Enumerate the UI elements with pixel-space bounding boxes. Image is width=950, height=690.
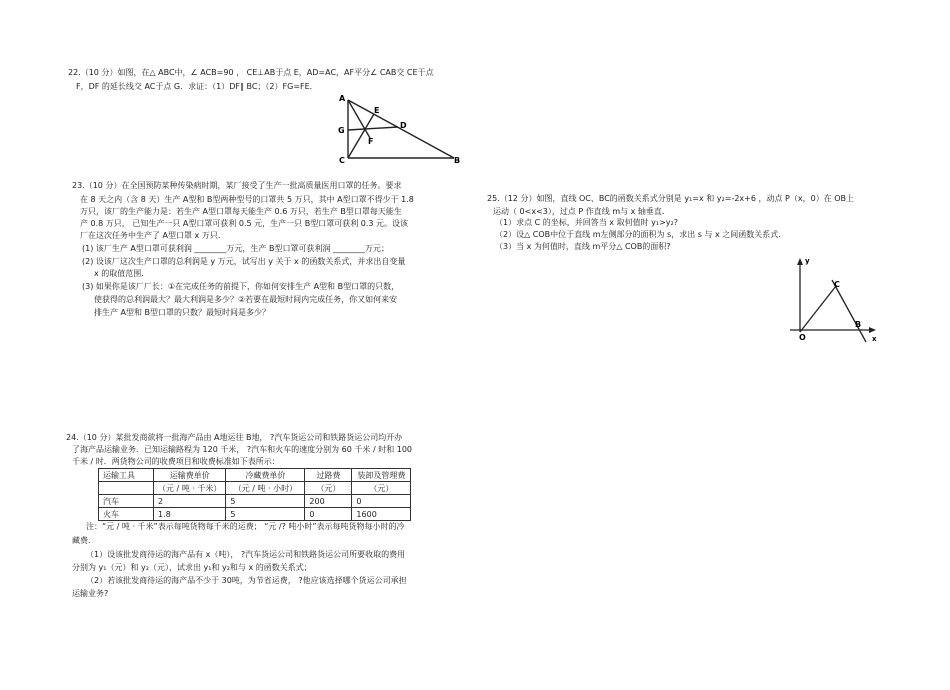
q24-note-line: （2）若该批发商待运的海产品不少于 30吨，为节省运费， ?他应该选择哪个货运公司承担 bbox=[86, 576, 407, 585]
q25-line: （1）求点 C 的坐标，并回答当 x 取何值时 y₁>y₂? bbox=[495, 218, 678, 227]
q25-coordinate-figure bbox=[786, 254, 882, 344]
label-x: x bbox=[872, 335, 877, 343]
q23-line: 23.（10 分）在全国预防某种传染病时期，某厂接受了生产一批高质量医用口罩的任务。要求 bbox=[72, 181, 402, 190]
q25-line: 25.（12 分）如图，直线 OC、BC的函数关系式分别是 y₁=x 和 y₂=-2x+6 ，动点 P（x，0）在 OB上 bbox=[487, 194, 855, 203]
table-cell: 5 bbox=[226, 508, 305, 521]
label-g: G bbox=[338, 126, 345, 135]
q24-notes bbox=[72, 523, 407, 598]
label-b: B bbox=[855, 320, 862, 329]
q23-line: 使获得的总利润最大？最大利润是多少？②若要在最短时间内完成任务，你又如何来安 bbox=[94, 295, 398, 304]
table-cell: 1.8 bbox=[154, 508, 226, 521]
transport-fee-table bbox=[98, 468, 411, 521]
table-cell: 200 bbox=[305, 495, 352, 508]
x-axis-arrow-icon bbox=[869, 327, 876, 333]
table-cell: 0 bbox=[305, 508, 352, 521]
table-cell: 火车 bbox=[99, 508, 154, 521]
table-cell: 汽车 bbox=[99, 495, 154, 508]
q24-text bbox=[66, 434, 412, 466]
q24-line: 24.（10 分）某批发商欲将一批海产品由 A地运往 B地， ?汽车货运公司和铁路货运公司均开办 bbox=[66, 433, 403, 442]
q25-line: （3）当 x 为何值时，直线 m平分△ COB的面积? bbox=[495, 242, 671, 251]
table-header-row bbox=[99, 469, 411, 482]
table-subheader-cell bbox=[99, 482, 154, 495]
table-row bbox=[99, 495, 411, 508]
table-header-cell: 运输费单价 bbox=[154, 469, 226, 482]
table-subheader-cell: （元 / 吨 · 千米） bbox=[154, 482, 226, 495]
segment-ce bbox=[348, 114, 374, 158]
label-c: C bbox=[339, 156, 345, 165]
table-cell: 5 bbox=[226, 495, 305, 508]
table-header-cell: 装卸及管理费 bbox=[352, 469, 411, 482]
label-y: y bbox=[805, 257, 810, 265]
table-subheader-cell: （元） bbox=[352, 482, 411, 495]
q22-triangle-figure bbox=[336, 92, 466, 166]
label-o: O bbox=[799, 333, 806, 342]
line-oc bbox=[800, 286, 836, 332]
segment-gd bbox=[348, 127, 398, 130]
q24-line: 了海产品运输业务．已知运输路程为 120 千米， ?汽车和火车的速度分别为 60 千米 / 时和 100 bbox=[72, 445, 413, 454]
label-a: A bbox=[339, 94, 346, 103]
q23-line: 万只，该厂的生产能力是：若生产 A型口罩每天能生产 0.6 万只，若生产 B型口罩每天能生 bbox=[80, 207, 402, 216]
line-bc bbox=[832, 280, 866, 342]
q23-text bbox=[72, 182, 414, 317]
q23-line: 在 8 天之内（含 8 天）生产 A型和 B型两种型号的口罩共 5 万只，其中 A型口罩不得少于 1.8 bbox=[80, 195, 414, 204]
label-e: E bbox=[374, 106, 380, 115]
q24-note-line: 运输业务? bbox=[72, 589, 109, 598]
table-cell: 2 bbox=[154, 495, 226, 508]
q25-line: （2）设△ COB中位于直线 m左侧部分的面积为 s，求出 s 与 x 之间函数关系式． bbox=[495, 230, 787, 239]
table-header-cell: 过路费 bbox=[305, 469, 352, 482]
q24-note-line: 注：“元 / 吨 · 千米”表示每吨货物每千米的运费； “元 /? 吨小时”表示每吨货物每小时的冷 bbox=[86, 522, 405, 531]
table-row bbox=[99, 508, 411, 521]
q23-line: 排生产 A型和 B型口罩的只数？最短时间是多少？ bbox=[94, 308, 271, 317]
table-subheader-cell: （元 / 吨 · 小时） bbox=[226, 482, 305, 495]
y-axis-arrow-icon bbox=[797, 258, 803, 265]
table-cell: 0 bbox=[352, 495, 411, 508]
q23-line: (1) 该厂生产 A型口罩可获利润 ________万元，生产 B型口罩可获利润 ________万元； bbox=[82, 244, 390, 253]
q25-line: 运动（ 0<x<3），过点 P 作直线 m与 x 轴垂直． bbox=[493, 207, 670, 216]
label-b: B bbox=[454, 156, 461, 165]
q24-note-line: 藏费． bbox=[72, 536, 96, 545]
q22-line-1: 22.（10 分）如图，在△ ABC中，∠ ACB=90 ， CE⊥AB于点 E，AD=AC，AF平分∠ CAB交 CE于点 bbox=[68, 68, 434, 77]
q24-line: 千米 / 时．两货物公司的收费项目和收费标准如下表所示： bbox=[72, 457, 280, 466]
q24-note-line: （1）设该批发商待运的海产品有 x（吨）， ?汽车货运公司和铁路货运公司所要收取的费用 bbox=[86, 550, 406, 559]
q23-line: 产 0.8 万只， 已知生产一只 A型口罩可获利 0.5 元，生产一只 B型口罩可获利 0.3 元。设该 bbox=[80, 219, 409, 228]
q23-line: 厂在这次任务中生产了 A型口罩 x 万只． bbox=[80, 231, 226, 240]
q22-text bbox=[68, 69, 434, 91]
label-c: C bbox=[834, 280, 840, 289]
table-cell: 1600 bbox=[352, 508, 411, 521]
q23-line: x 的取值范围． bbox=[94, 269, 150, 278]
q22-line-2: F，DF 的延长线交 AC于点 G．求证：（1）DF∥ BC；（2）FG=FE． bbox=[76, 82, 318, 91]
q23-line: (3) 如果你是该厂厂长：①在完成任务的前提下，你如何安排生产 A型和 B型口罩的只数， bbox=[82, 282, 400, 291]
q24-note-line: 分别为 y₁（元）和 y₂（元），试求出 y₁和 y₂和与 x 的函数关系式； bbox=[72, 563, 312, 572]
label-d: D bbox=[400, 121, 407, 130]
table-subheader-cell: （元） bbox=[305, 482, 352, 495]
label-f: F bbox=[368, 137, 374, 146]
table-header-cell: 运输工具 bbox=[99, 469, 154, 482]
q25-text bbox=[487, 195, 854, 251]
q23-line: (2) 设该厂这次生产口罩的总利润是 y 万元，试写出 y 关于 x 的函数关系式，并求出自变量 bbox=[82, 257, 406, 266]
table-subheader-row bbox=[99, 482, 411, 495]
table-header-cell: 冷藏费单价 bbox=[226, 469, 305, 482]
